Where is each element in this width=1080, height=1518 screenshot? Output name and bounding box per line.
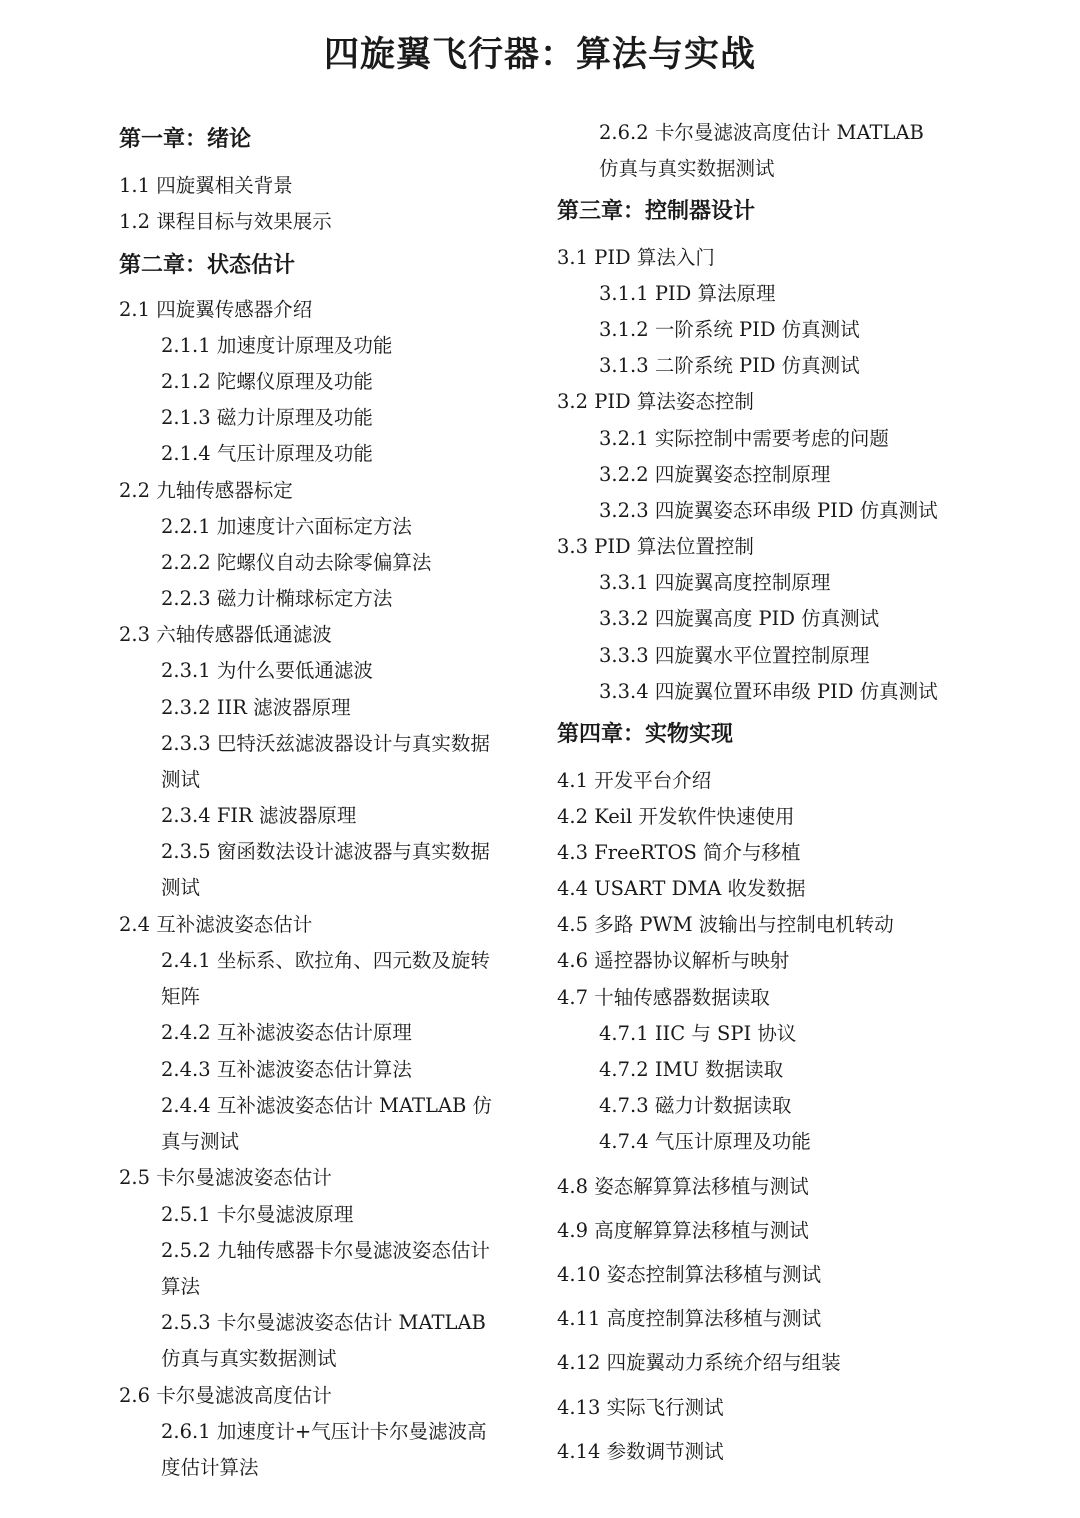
toc-subsection: 2.3.5 窗函数法设计滤波器与真实数据 (161, 840, 490, 863)
toc-subsection: 2.5.2 九轴传感器卡尔曼滤波姿态估计 (161, 1239, 490, 1262)
toc-section: 4.7 十轴传感器数据读取 (557, 986, 770, 1009)
toc-subsection: 2.4.1 坐标系、欧拉角、四元数及旋转 (161, 949, 490, 972)
toc-section: 4.6 遥控器协议解析与映射 (557, 949, 790, 972)
toc-subsection: 3.2.1 实际控制中需要考虑的问题 (599, 427, 889, 450)
toc-section: 4.14 参数调节测试 (557, 1440, 724, 1463)
toc-subsection: 2.3.4 FIR 滤波器原理 (161, 804, 357, 827)
toc-subsection: 3.1.2 一阶系统 PID 仿真测试 (599, 318, 860, 341)
toc-section: 4.10 姿态控制算法移植与测试 (557, 1263, 822, 1286)
toc-section: 4.5 多路 PWM 波输出与控制电机转动 (557, 913, 894, 936)
toc-section: 1.2 课程目标与效果展示 (119, 210, 332, 233)
toc-subsection: 2.2.3 磁力计椭球标定方法 (161, 587, 393, 610)
toc-subsection: 2.1.2 陀螺仪原理及功能 (161, 370, 373, 393)
toc-subsection: 3.1.3 二阶系统 PID 仿真测试 (599, 354, 860, 377)
toc-subsection: 2.4.3 互补滤波姿态估计算法 (161, 1058, 412, 1081)
toc-section: 3.1 PID 算法入门 (557, 246, 715, 269)
toc-subsection: 2.5.3 卡尔曼滤波姿态估计 MATLAB (161, 1311, 486, 1334)
page-title: 四旋翼飞行器：算法与实战 (323, 35, 756, 75)
chapter-heading: 第一章：绪论 (119, 127, 252, 152)
toc-subsection-continued: 算法 (161, 1275, 201, 1298)
toc-subsection: 2.1.4 气压计原理及功能 (161, 442, 373, 465)
toc-subsection: 3.3.4 四旋翼位置环串级 PID 仿真测试 (599, 680, 938, 703)
toc-subsection-continued: 测试 (161, 876, 201, 899)
chapter-heading: 第四章：实物实现 (557, 722, 734, 747)
toc-section: 2.6 卡尔曼滤波高度估计 (119, 1384, 332, 1407)
toc-section: 4.13 实际飞行测试 (557, 1396, 724, 1419)
toc-subsection: 2.6.2 卡尔曼滤波高度估计 MATLAB (599, 121, 924, 144)
toc-subsection-continued: 度估计算法 (161, 1456, 259, 1479)
toc-section: 2.4 互补滤波姿态估计 (119, 913, 313, 936)
toc-subsection: 4.7.4 气压计原理及功能 (599, 1130, 811, 1153)
toc-section: 4.4 USART DMA 收发数据 (557, 877, 806, 900)
toc-section: 2.2 九轴传感器标定 (119, 479, 293, 502)
toc-subsection-continued: 仿真与真实数据测试 (599, 157, 775, 180)
toc-section: 4.12 四旋翼动力系统介绍与组装 (557, 1351, 841, 1374)
chapter-heading: 第二章：状态估计 (119, 253, 296, 278)
toc-subsection: 2.3.3 巴特沃兹滤波器设计与真实数据 (161, 732, 490, 755)
toc-subsection: 2.6.1 加速度计+气压计卡尔曼滤波高 (161, 1420, 487, 1443)
toc-subsection: 2.2.2 陀螺仪自动去除零偏算法 (161, 551, 432, 574)
toc-subsection: 2.2.1 加速度计六面标定方法 (161, 515, 412, 538)
toc-subsection: 2.4.2 互补滤波姿态估计原理 (161, 1021, 412, 1044)
toc-subsection: 2.3.1 为什么要低通滤波 (161, 659, 373, 682)
toc-subsection: 4.7.2 IMU 数据读取 (599, 1058, 784, 1081)
toc-section: 4.11 高度控制算法移植与测试 (557, 1307, 822, 1330)
toc-section: 2.3 六轴传感器低通滤波 (119, 623, 332, 646)
toc-section: 4.1 开发平台介绍 (557, 769, 712, 792)
toc-subsection-continued: 测试 (161, 768, 201, 791)
chapter-heading: 第三章：控制器设计 (557, 199, 756, 224)
toc-section: 3.2 PID 算法姿态控制 (557, 390, 754, 413)
toc-subsection: 3.3.3 四旋翼水平位置控制原理 (599, 644, 870, 667)
toc-subsection: 3.2.2 四旋翼姿态控制原理 (599, 463, 831, 486)
toc-section: 4.2 Keil 开发软件快速使用 (557, 805, 795, 828)
toc-subsection: 2.1.3 磁力计原理及功能 (161, 406, 373, 429)
toc-section: 4.3 FreeRTOS 简介与移植 (557, 841, 801, 864)
toc-subsection: 3.3.2 四旋翼高度 PID 仿真测试 (599, 607, 880, 630)
toc-subsection-continued: 仿真与真实数据测试 (161, 1347, 337, 1370)
toc-subsection: 3.1.1 PID 算法原理 (599, 282, 776, 305)
toc-subsection-continued: 真与测试 (161, 1130, 240, 1153)
toc-subsection-continued: 矩阵 (161, 985, 201, 1008)
toc-section: 1.1 四旋翼相关背景 (119, 174, 293, 197)
toc-section: 4.9 高度解算算法移植与测试 (557, 1219, 809, 1242)
toc-section: 3.3 PID 算法位置控制 (557, 535, 754, 558)
toc-subsection: 3.3.1 四旋翼高度控制原理 (599, 571, 831, 594)
toc-section: 2.1 四旋翼传感器介绍 (119, 298, 313, 321)
toc-subsection: 4.7.3 磁力计数据读取 (599, 1094, 792, 1117)
toc-subsection: 2.4.4 互补滤波姿态估计 MATLAB 仿 (161, 1094, 493, 1117)
toc-subsection: 2.3.2 IIR 滤波器原理 (161, 696, 351, 719)
toc-section: 2.5 卡尔曼滤波姿态估计 (119, 1166, 332, 1189)
toc-subsection: 2.1.1 加速度计原理及功能 (161, 334, 393, 357)
toc-subsection: 2.5.1 卡尔曼滤波原理 (161, 1203, 354, 1226)
toc-subsection: 3.2.3 四旋翼姿态环串级 PID 仿真测试 (599, 499, 938, 522)
toc-subsection: 4.7.1 IIC 与 SPI 协议 (599, 1022, 797, 1045)
toc-section: 4.8 姿态解算算法移植与测试 (557, 1175, 809, 1198)
